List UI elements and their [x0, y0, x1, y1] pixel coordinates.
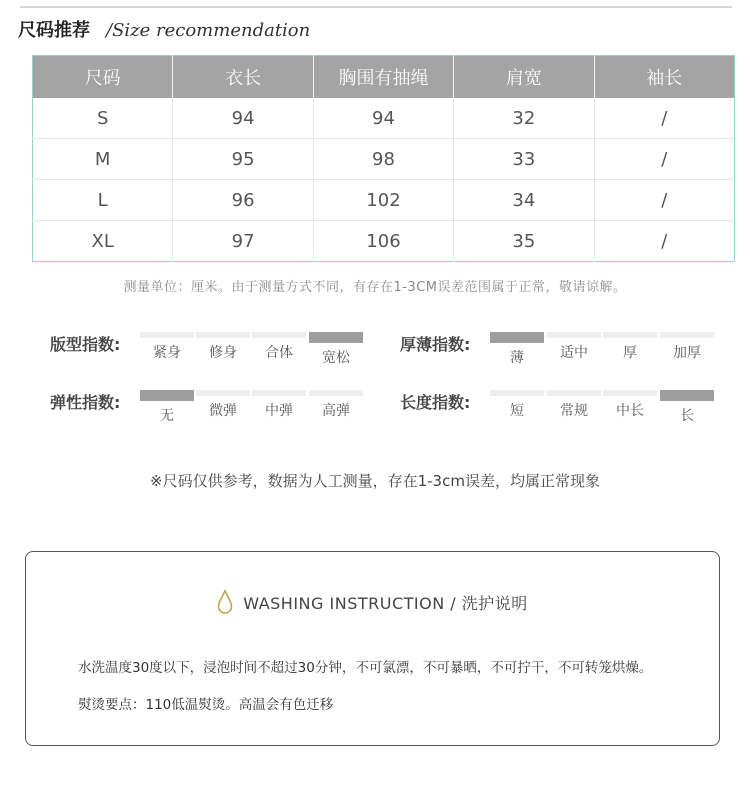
- table-cell: 102: [313, 180, 453, 221]
- washing-instruction-text: 水洗温度30度以下，浸泡时间不超过30分钟，不可氯漂，不可暴晒，不可拧干，不可转笼烘燥。: [78, 660, 653, 676]
- table-cell: 94: [173, 98, 313, 139]
- table-row: [33, 180, 735, 221]
- table-cell: 98: [313, 139, 453, 180]
- index-bar: [196, 390, 250, 396]
- thickness-index-label: 厚薄指数:: [400, 335, 471, 354]
- table-cell: /: [594, 139, 734, 180]
- thickness-option: [490, 332, 544, 367]
- fit-index: [50, 332, 370, 382]
- index-option-label: 短: [510, 403, 524, 419]
- fit-option: [196, 332, 250, 362]
- table-cell: 94: [313, 98, 453, 139]
- fit-option: [140, 332, 194, 362]
- index-option-label: 加厚: [673, 345, 701, 361]
- index-option-label: 微弹: [209, 403, 237, 419]
- index-bar: [547, 332, 601, 338]
- index-bar: [309, 390, 363, 396]
- measurement-note: 测量单位：厘米。由于测量方式不同，有存在1-3CM误差范围属于正常，敬请谅解。: [123, 280, 627, 295]
- water-drop-icon: [217, 589, 233, 615]
- elasticity-index: [50, 390, 370, 440]
- thickness-option: [660, 332, 714, 362]
- table-cell: S: [33, 98, 173, 139]
- index-bar: [660, 332, 714, 338]
- index-bar: [660, 390, 714, 401]
- table-cell: 95: [173, 139, 313, 180]
- thickness-index: [400, 332, 730, 382]
- thickness-option: [547, 332, 601, 362]
- table-cell: /: [661, 230, 668, 252]
- washing-title: WASHING INSTRUCTION / 洗护说明: [243, 593, 528, 613]
- thickness-option: [603, 332, 657, 362]
- index-option-label: 常规: [560, 403, 588, 419]
- index-option-label: 合体: [265, 345, 293, 361]
- index-option-label: 修身: [209, 345, 237, 361]
- table-cell: M: [33, 139, 173, 180]
- column-header: 肩宽: [454, 56, 594, 99]
- table-cell: 106: [313, 221, 453, 262]
- table-row: [33, 139, 735, 180]
- index-bar: [603, 332, 657, 338]
- index-bar: [252, 390, 306, 396]
- index-bar: [252, 332, 306, 338]
- section-title-en: /Size recommendation: [106, 20, 311, 41]
- index-option-label: 长: [680, 408, 694, 424]
- table-cell: /: [594, 98, 734, 139]
- index-option-label: 宽松: [322, 350, 350, 366]
- elasticity-option: [309, 390, 363, 420]
- column-header: 衣长: [173, 56, 313, 99]
- length-index: [400, 390, 730, 440]
- index-option-label: 无: [160, 408, 174, 424]
- index-option-label: 中弹: [265, 403, 293, 419]
- ironing-instruction-text: 熨烫要点：110低温熨烫。高温会有色迁移: [78, 697, 334, 713]
- table-cell: 34: [454, 180, 594, 221]
- table-cell: /: [594, 180, 734, 221]
- column-header: 胸围有抽绳: [313, 56, 453, 99]
- size-table: [32, 55, 735, 262]
- elasticity-option: [196, 390, 250, 420]
- index-option-label: 薄: [510, 350, 524, 366]
- table-header-row: [33, 56, 735, 99]
- fit-option: [309, 332, 363, 367]
- length-index-label: 长度指数:: [400, 393, 471, 412]
- index-bar: [196, 332, 250, 338]
- table-cell: 32: [454, 98, 594, 139]
- index-bar: [309, 332, 363, 343]
- fit-index-label: 版型指数:: [50, 335, 121, 354]
- table-cell: 33: [454, 139, 594, 180]
- length-option: [660, 390, 714, 425]
- index-bar: [140, 332, 194, 338]
- top-divider: [20, 6, 732, 8]
- length-option: [547, 390, 601, 420]
- size-disclaimer: ※尺码仅供参考，数据为人工测量，存在1-3cm误差，均属正常现象: [150, 472, 600, 490]
- index-bar: [490, 332, 544, 343]
- index-bar: [547, 390, 601, 396]
- elasticity-option: [252, 390, 306, 420]
- table-cell: 96: [173, 180, 313, 221]
- elasticity-option: [140, 390, 194, 425]
- washing-title-row: [26, 589, 719, 615]
- index-bar: [140, 390, 194, 401]
- length-option: [490, 390, 544, 420]
- table-cell: XL: [33, 221, 173, 262]
- table-row: [33, 98, 735, 139]
- fit-option: [252, 332, 306, 362]
- index-bar: [490, 390, 544, 396]
- table-row: [33, 221, 735, 262]
- section-header: [18, 16, 310, 42]
- index-option-label: 适中: [560, 345, 588, 361]
- section-title-cn: 尺码推荐: [18, 20, 90, 41]
- index-option-label: 中长: [616, 403, 644, 419]
- column-header: 尺码: [33, 56, 173, 99]
- index-bar: [603, 390, 657, 396]
- length-option: [603, 390, 657, 420]
- table-cell: 35: [454, 221, 594, 262]
- index-option-label: 高弹: [322, 403, 350, 419]
- elasticity-index-label: 弹性指数:: [50, 393, 121, 412]
- index-option-label: 厚: [623, 345, 637, 361]
- table-cell: 97: [173, 221, 313, 262]
- table-cell: L: [33, 180, 173, 221]
- column-header: 袖长: [594, 56, 734, 99]
- washing-instruction-box: [25, 551, 720, 746]
- index-option-label: 紧身: [153, 345, 181, 361]
